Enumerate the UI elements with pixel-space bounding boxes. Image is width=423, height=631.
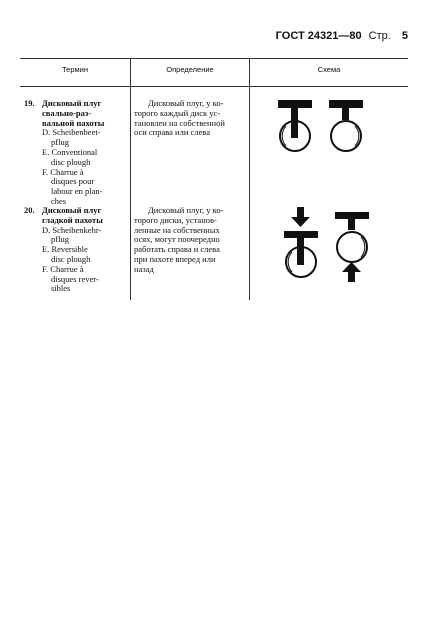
definition-entry-19	[134, 99, 246, 138]
definition-line: торого диски, установ-	[134, 214, 217, 225]
definition-line: назад	[134, 263, 154, 274]
page-number: 5	[401, 30, 408, 42]
term-title-line: гладкой пахоты	[42, 214, 103, 225]
translation-line: sibles	[51, 283, 71, 294]
translation-line: F. Charrue à	[42, 166, 84, 177]
column-divider-1	[130, 58, 131, 300]
translation-line: D. Scheibenbeet-	[42, 127, 101, 138]
translation-line: disques rever-	[51, 273, 99, 284]
disc-on-right-of-beam-icon	[327, 98, 367, 158]
translation-line: disc plough	[51, 156, 91, 167]
term-title-line: свально-раз-	[42, 107, 92, 118]
reversible-disc-down-arrow-icon	[282, 207, 322, 287]
disc-on-left-of-beam-icon	[276, 98, 316, 158]
definition-line: Дисковый плуг, у ко-	[148, 205, 224, 215]
column-divider-2	[249, 58, 250, 300]
term-number: 19.	[24, 98, 35, 108]
table-top-rule	[20, 58, 408, 59]
definition-line: при пахоте вперед или	[134, 253, 216, 264]
definition-line: Дисковый плуг, у ко-	[148, 98, 224, 108]
definition-entry-20	[134, 206, 246, 275]
column-header-scheme: Схема	[317, 65, 341, 74]
term-title-line: Дисковый плуг	[42, 205, 102, 215]
definition-line: тановлен на собственной	[134, 117, 225, 128]
term-title-line: Дисковый плуг	[42, 98, 102, 108]
translation-line: E. Conventional	[42, 146, 98, 157]
definition-line: осях, могут поочередно	[134, 234, 220, 245]
definition-line: ленные на собственных	[134, 224, 220, 235]
standard-number: ГОСТ 24321—80	[275, 30, 362, 42]
translation-line: ches	[51, 195, 67, 206]
page-label: Стр.	[368, 30, 391, 42]
definition-line: торого каждый диск ус-	[134, 107, 221, 118]
translation-line: pflug	[51, 137, 69, 148]
translation-line: disc plough	[51, 253, 91, 264]
term-title-line: вальной пахоты	[42, 117, 105, 128]
term-entry-19	[24, 99, 128, 207]
reversible-disc-up-arrow-icon	[333, 210, 373, 290]
translation-line: pflug	[51, 234, 69, 245]
definition-line: работать справа и слева	[134, 244, 220, 255]
term-entry-20	[24, 206, 128, 294]
definition-line: оси справа или слева	[134, 127, 210, 138]
translation-line: F. Charrue à	[42, 263, 84, 274]
table-header-rule	[20, 86, 408, 87]
translation-line: E. Reversible	[42, 244, 88, 255]
column-header-definition: Определение	[166, 65, 214, 74]
translation-line: D. Scheibenkehr-	[42, 224, 102, 235]
term-number: 20.	[24, 205, 35, 215]
page-header	[0, 30, 408, 44]
translation-line: labour en plan-	[51, 186, 103, 197]
translation-line: disques pour	[51, 176, 95, 187]
column-header-term: Термин	[62, 65, 88, 74]
